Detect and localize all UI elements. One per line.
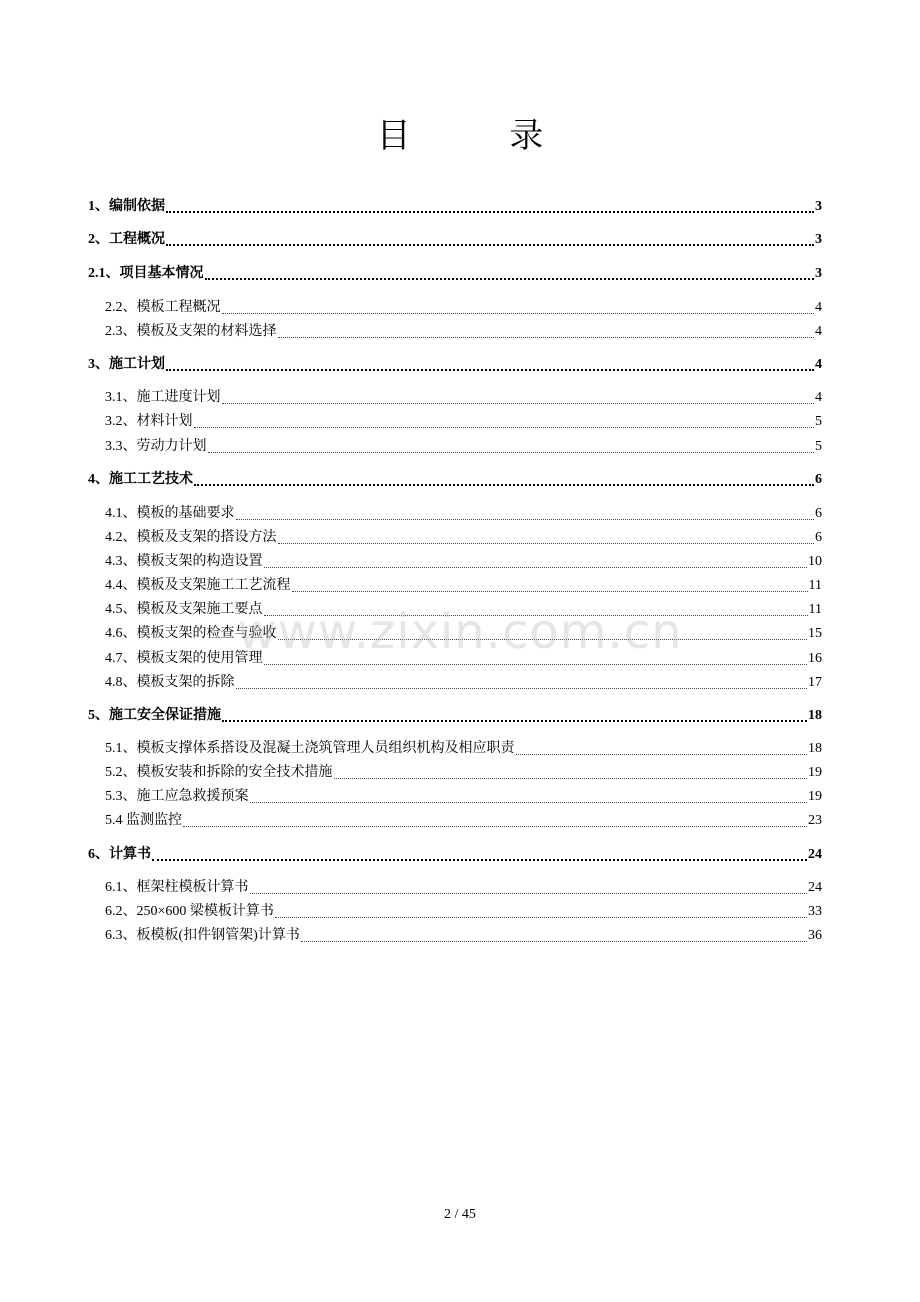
toc-entry-label: 2.2、模板工程概况 [105, 300, 221, 315]
toc-entry-page: 19 [808, 765, 822, 780]
toc-entry[interactable] [88, 411, 822, 431]
toc-entry[interactable] [88, 844, 822, 864]
toc-leader-dots [301, 927, 807, 942]
toc-entry-label: 4、施工工艺技术 [88, 472, 193, 487]
toc-entry-label: 2.3、模板及支架的材料选择 [105, 324, 277, 339]
toc-entry-page: 6 [815, 472, 822, 487]
toc-entry-label: 6.2、250×600 梁模板计算书 [105, 904, 274, 919]
toc-entry[interactable] [88, 810, 822, 830]
toc-entry-label: 3.3、劳动力计划 [105, 439, 207, 454]
toc-entry-page: 3 [815, 232, 822, 247]
toc-leader-dots [334, 764, 808, 779]
toc-leader-dots [278, 323, 815, 338]
toc-entry[interactable] [88, 925, 822, 945]
toc-entry-page: 36 [808, 928, 822, 943]
toc-entry-label: 4.1、模板的基础要求 [105, 506, 235, 521]
toc-entry-page: 6 [815, 506, 822, 521]
toc-leader-dots [194, 413, 815, 428]
toc-entry-page: 5 [815, 439, 822, 454]
toc-entry[interactable] [88, 705, 822, 725]
toc-leader-dots [208, 438, 815, 453]
toc-entry[interactable] [88, 354, 822, 374]
toc-entry[interactable] [88, 387, 822, 407]
toc-entry-label: 3.1、施工进度计划 [105, 390, 221, 405]
toc-entry[interactable] [88, 503, 822, 523]
toc-entry-label: 4.7、模板支架的使用管理 [105, 651, 263, 666]
page-title: 目 录 [376, 116, 588, 156]
toc-entry-page: 10 [808, 554, 822, 569]
toc-entry-page: 5 [815, 414, 822, 429]
toc-entry-page: 19 [808, 789, 822, 804]
toc-entry-label: 1、编制依据 [88, 199, 165, 214]
toc-entry-page: 11 [808, 602, 822, 617]
toc-entry-page: 16 [808, 651, 822, 666]
toc-entry-page: 17 [808, 675, 822, 690]
toc-entry-label: 5、施工安全保证措施 [88, 708, 221, 723]
toc-entry-page: 18 [808, 708, 822, 723]
page-number: 2 / 45 [444, 1207, 476, 1222]
toc-entry-page: 6 [815, 530, 822, 545]
toc-entry-label: 5.3、施工应急救援预案 [105, 789, 249, 804]
toc-entry-page: 24 [808, 847, 822, 862]
toc-leader-dots [205, 264, 815, 280]
toc-entry-label: 4.2、模板及支架的搭设方法 [105, 530, 277, 545]
toc-entry[interactable] [88, 321, 822, 341]
toc-entry[interactable] [88, 297, 822, 317]
toc-leader-dots [166, 197, 814, 213]
toc-entry-label: 4.5、模板及支架施工要点 [105, 602, 263, 617]
toc-leader-dots [292, 577, 808, 592]
toc-entry[interactable] [88, 551, 822, 571]
toc-leader-dots [236, 674, 808, 689]
toc-leader-dots [166, 355, 814, 371]
toc-entry[interactable] [88, 877, 822, 897]
toc-entry[interactable] [88, 738, 822, 758]
toc-entry-page: 3 [815, 266, 822, 281]
toc-entry-page: 4 [815, 300, 822, 315]
toc-leader-dots [278, 529, 815, 544]
toc-entry[interactable] [88, 469, 822, 489]
toc-entry-page: 33 [808, 904, 822, 919]
toc-entry-page: 18 [808, 741, 822, 756]
toc-entry-label: 2、工程概况 [88, 232, 165, 247]
toc-entry-page: 11 [808, 578, 822, 593]
toc-leader-dots [222, 389, 815, 404]
toc-entry-page: 23 [808, 813, 822, 828]
toc-entry-label: 4.4、模板及支架施工工艺流程 [105, 578, 291, 593]
toc-entry-page: 4 [815, 390, 822, 405]
toc-entry-label: 5.2、模板安装和拆除的安全技术措施 [105, 765, 333, 780]
toc-leader-dots [222, 299, 815, 314]
toc-entry-label: 3.2、材料计划 [105, 414, 193, 429]
toc-entry-label: 6.1、框架柱模板计算书 [105, 880, 249, 895]
toc-entry-label: 6.3、板模板(扣件钢管架)计算书 [105, 928, 300, 943]
toc-entry[interactable] [88, 575, 822, 595]
toc-entry-label: 4.6、模板支架的检查与验收 [105, 626, 277, 641]
toc-leader-dots [166, 230, 814, 246]
toc-entry-label: 2.1、项目基本情况 [88, 266, 204, 281]
toc-entry[interactable] [88, 196, 822, 216]
toc-entry-label: 6、计算书 [88, 847, 151, 862]
toc-entry-label: 5.4 监测监控 [105, 813, 182, 828]
toc-entry-page: 4 [815, 324, 822, 339]
watermark: www.zixin.com.cn [237, 604, 683, 660]
toc-entry[interactable] [88, 263, 822, 283]
toc-entry[interactable] [88, 527, 822, 547]
toc-leader-dots [264, 553, 808, 568]
toc-entry-page: 24 [808, 880, 822, 895]
toc-entry[interactable] [88, 672, 822, 692]
toc-entry[interactable] [88, 762, 822, 782]
toc-entry[interactable] [88, 229, 822, 249]
toc-leader-dots [275, 903, 807, 918]
toc-leader-dots [236, 505, 815, 520]
toc-leader-dots [194, 470, 814, 486]
toc-leader-dots [516, 740, 808, 755]
toc-leader-dots [183, 812, 807, 827]
toc-entry[interactable] [88, 436, 822, 456]
toc-entry-label: 3、施工计划 [88, 357, 165, 372]
toc-entry-label: 4.3、模板支架的构造设置 [105, 554, 263, 569]
toc-entry[interactable] [88, 786, 822, 806]
toc-entry[interactable] [88, 901, 822, 921]
toc-leader-dots [250, 879, 808, 894]
toc-entry-page: 4 [815, 357, 822, 372]
toc-entry-label: 4.8、模板支架的拆除 [105, 675, 235, 690]
toc-entry-label: 5.1、模板支撑体系搭设及混凝土浇筑管理人员组织机构及相应职责 [105, 741, 515, 756]
toc-leader-dots [250, 788, 808, 803]
toc-leader-dots [152, 845, 807, 861]
toc-entry-page: 15 [808, 626, 822, 641]
toc-leader-dots [222, 706, 807, 722]
toc-entry-page: 3 [815, 199, 822, 214]
